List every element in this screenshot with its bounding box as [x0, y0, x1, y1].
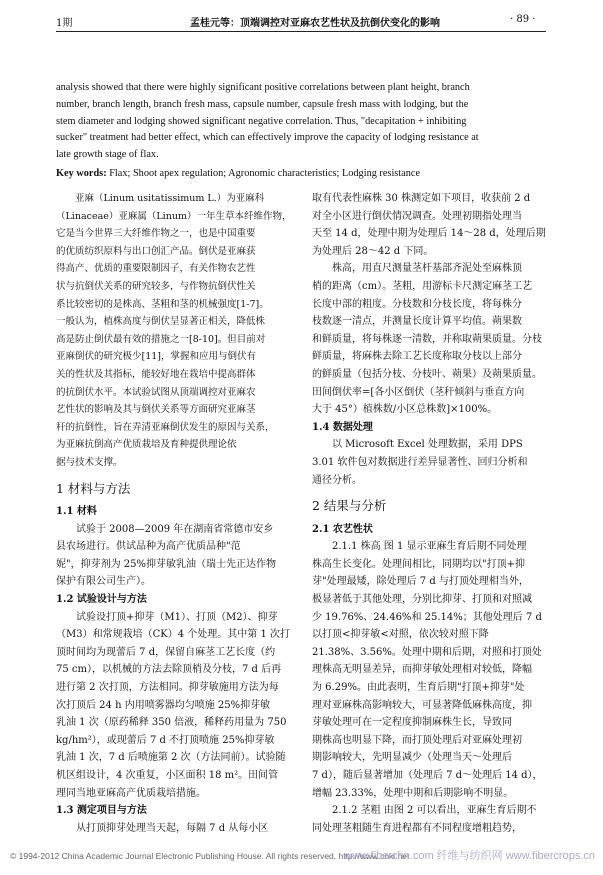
- text-line: 县农场进行。供试品种为高产优质品种"范: [56, 541, 241, 553]
- text-line: 以 Microsoft Excel 处理数据，采用 DPS: [332, 439, 523, 451]
- text-line: 鲜质量，将麻株去除工艺长度称取分枝以上部分: [312, 351, 522, 363]
- text-line: 大于 45°）植株数/小区总株数]×100%。: [312, 404, 498, 416]
- keywords-text: Flax; Shoot apex regulation; Agronomic characteristics; Lodging resistance: [109, 168, 421, 179]
- abstract-line: analysis showed that there were highly significant positive correlations between plant height, branch: [56, 82, 470, 93]
- text-line: 高是防止倒伏最有效的措施之一[8-10]。但目前对: [56, 333, 266, 345]
- text-line: 75 cm），以机械的方法去除顶梢及分枝，7 d 后再: [56, 664, 282, 676]
- text-line: 同处理茎粗随生育进程都有不同程度增粗趋势，: [312, 822, 522, 834]
- text-line: 次打顶后 24 h 内用喷雾器均匀喷施 25%抑芽敏: [56, 699, 271, 711]
- section-heading-1: 1 材料与方法: [56, 480, 131, 496]
- text-line: 株高，用直尺测量茎杆基部齐泥处至麻株顶: [332, 263, 522, 275]
- subsection-heading-1-3: 1.3 测定项目与方法: [56, 805, 147, 817]
- text-line: 它是当今世界三大纤维作物之一，也是中国重要: [56, 228, 256, 240]
- abstract-line: number, branch length, branch fresh mass, capsule number, capsule fresh mass with lodging, but the: [56, 98, 469, 110]
- text-line: 得高产、优质的重要限制因子，有关作物农艺性: [56, 263, 256, 275]
- text-line: 和鲜质量，将每株逐一清数，并称取蒴果质量。分枝: [312, 333, 542, 345]
- text-line: 的鲜质量（包括分枝、分枝叶、蒴果）及蒴果质量。: [312, 368, 542, 380]
- text-line: 的抗倒伏水平。本试验试图从顶端调控对亚麻农: [56, 386, 256, 398]
- text-line: 株高生长变化。处理间相比，同期均以"打顶+抑: [312, 558, 525, 570]
- text-line: 试验于 2008—2009 年在湖南省常德市安乡: [76, 523, 274, 535]
- text-line: 7 d），随后显著增加（处理后 7 d～处理后 14 d），: [312, 770, 543, 781]
- text-line: 以打顶<抑芽敏<对照，依次较对照下降: [312, 629, 489, 641]
- text-line: 理同当地亚麻高产优质栽培措施。: [56, 787, 206, 799]
- text-line: 期株高也明显下降，而打顶处理后对亚麻处理初: [312, 734, 522, 746]
- text-line: 关的性状及其指标，能较好地在栽培中提高群体: [56, 368, 256, 380]
- text-line: 理对亚麻株高影响较大，可显著降低麻株高度，抑: [312, 699, 532, 711]
- abstract-english: [56, 80, 548, 164]
- text-line: 取有代表性麻株 30 株测定如下项目，收获前 2 d: [312, 193, 531, 204]
- text-line: 芽敏处理可在一定程度抑制麻株生长，导致同: [312, 717, 512, 729]
- section-heading-2: 2 结果与分析: [312, 498, 387, 514]
- text-line: 进行第 2 次打顶，方法相同。抑芽敏施用方法为每: [56, 682, 279, 694]
- text-line: 的优质纺织原料与出口创汇产品。倒伏是亚麻获: [56, 245, 256, 257]
- text-line: 一般认为，植株高度与倒伏呈显著正相关，降低株: [56, 316, 266, 328]
- text-line: 为 6.29%。由此表明，生育后期"打顶+抑芽"处: [312, 682, 525, 694]
- subsection-heading-1-2: 1.2 试验设计与方法: [56, 594, 147, 606]
- text-line: 少 19.76%、24.46%和 25.14%；其他处理后 7 d: [312, 611, 542, 623]
- copyright-footer: © 1994-2012 China Academic Journal Electronic Publishing House. All rights reserved. http://www.cnki.net: [10, 851, 410, 861]
- abstract-line: sucker" treatment had better effect, which can effectively improve the capacity of lodging resistance at: [56, 132, 479, 144]
- text-line: 状与抗倒伏关系的研究较多，与作物抗倒伏性关: [56, 280, 256, 292]
- text-line: 乳油 1 次，7 d 后喷施第 2 次（方法同前）。试验随: [56, 752, 286, 764]
- keywords-label: Key words:: [56, 168, 107, 179]
- text-line: 2.1.2 茎粗 由图 2 可以看出，亚麻生育后期不: [332, 805, 537, 817]
- text-line: 长度中部的粗度。分枝数和分枝长度，将每株分: [312, 298, 522, 310]
- text-line: 梢的距离（cm）。茎粗，用游标卡尺测定麻茎工艺: [312, 280, 533, 292]
- header-rule: [56, 31, 546, 32]
- text-line: 增幅 23.33%，处理中期和后期影响不明显。: [312, 787, 514, 799]
- text-line: （M3）和常规栽培（CK）4 个处理。其中第 1 次打: [56, 629, 290, 641]
- text-line: 亚麻（Linum usitatissimum L.）为亚麻科: [75, 193, 265, 204]
- text-line: 艺性状的影响及其与倒伏关系等方面研究亚麻茎: [56, 404, 256, 416]
- text-line: 极显著低于其他处理，分别比抑芽、打顶和对照减: [312, 594, 532, 606]
- text-line: 从打顶抑芽处理当天起，每隔 7 d 从每小区: [76, 822, 269, 834]
- text-line: 为处理后 28～42 d 下同。: [312, 245, 434, 257]
- text-line: 对全小区进行倒伏情况调查。处理初期指处理当: [312, 210, 522, 222]
- text-line: kg/hm²），或现蕾后 7 d 不打顶喷施 25%抑芽敏: [56, 734, 275, 746]
- text-line: 为亚麻抗倒高产优质栽培及育种提供理论依: [56, 439, 237, 451]
- keywords: [56, 166, 548, 183]
- text-line: 秆的抗倒性，旨在弄清亚麻倒伏发生的原因与关系，: [56, 421, 275, 433]
- text-line: 枝数逐一清点，并测量长度计算平均值。蒴果数: [312, 316, 522, 328]
- text-line: 顶时间均为现蕾后 7 d，保留自麻茎工艺长度（约: [56, 646, 276, 658]
- text-line: 2.1.1 株高 图 1 显示亚麻生育后期不同处理: [332, 541, 527, 553]
- left-column: [56, 190, 292, 837]
- text-line: 保护有限公司生产）。: [56, 576, 151, 588]
- intro-paragraph: [56, 190, 292, 472]
- subsection-heading-1-4: 1.4 数据处理: [312, 421, 373, 433]
- text-line: 机区组设计，4 次重复，小区面积 18 m²。田间管: [56, 770, 279, 781]
- text-line: 3.01 软件包对数据进行差异显著性、回归分析和: [312, 456, 528, 468]
- right-column: [312, 190, 548, 837]
- watermark: www.fiberchn.com 纤维与纺织网 www.fibercrops.cn: [344, 850, 595, 862]
- text-line: 理株高无明显差异，而抑芽敏处理相对较低，降幅: [312, 664, 532, 676]
- text-line: 21.38%、3.56%。处理中期和后期，对照和打顶处: [312, 646, 542, 658]
- text-line: 系比较密切的是株高、茎粗和茎的机械强度[1-7]。: [56, 298, 269, 310]
- abstract-line: stem diameter and lodging showed significant negative correlation. Thus, "decapitation + inhibiting: [56, 115, 467, 127]
- text-line: 试验设打顶+抑芽（M1）、打顶（M2）、抑芽: [76, 611, 278, 623]
- text-line: 乳油 1 次（原药稀释 350 倍液，稀释药用量为 750: [56, 717, 287, 729]
- text-line: 通径分析。: [312, 474, 362, 486]
- text-line: 期影响较大，先明显减少（处理当天～处理后: [312, 752, 512, 764]
- subsection-heading-1-1: 1.1 材料: [56, 506, 97, 518]
- text-line: （Linaceae）亚麻属（Linum）一年生草本纤维作物，: [56, 210, 292, 222]
- issue-number: 1期: [56, 18, 73, 29]
- running-title: 孟桂元等：顶端调控对亚麻农艺性状及抗倒伏变化的影响: [190, 18, 440, 29]
- text-line: 亚麻倒伏的研究极少[11]，掌握和应用与倒伏有: [56, 351, 257, 363]
- text-line: 田间倒伏率=[各小区倒伏（茎秆倾斜与垂直方向: [312, 386, 525, 398]
- subsection-heading-2-1: 2.1 农艺性状: [312, 523, 373, 535]
- text-line: 芽"处理最矮，除处理后 7 d 与打顶处理相当外，: [312, 576, 529, 588]
- text-line: 据与技术支撑。: [56, 456, 123, 468]
- page-number: · 89 ·: [510, 14, 536, 25]
- abstract-line: late growth stage of flax.: [56, 149, 159, 161]
- text-line: 妮"，抑芽剂为 25%抑芽敏乳油（瑞士先正达作物: [56, 558, 277, 570]
- text-line: 天至 14 d，处理中期为处理后 14～28 d，处理后期: [312, 228, 546, 240]
